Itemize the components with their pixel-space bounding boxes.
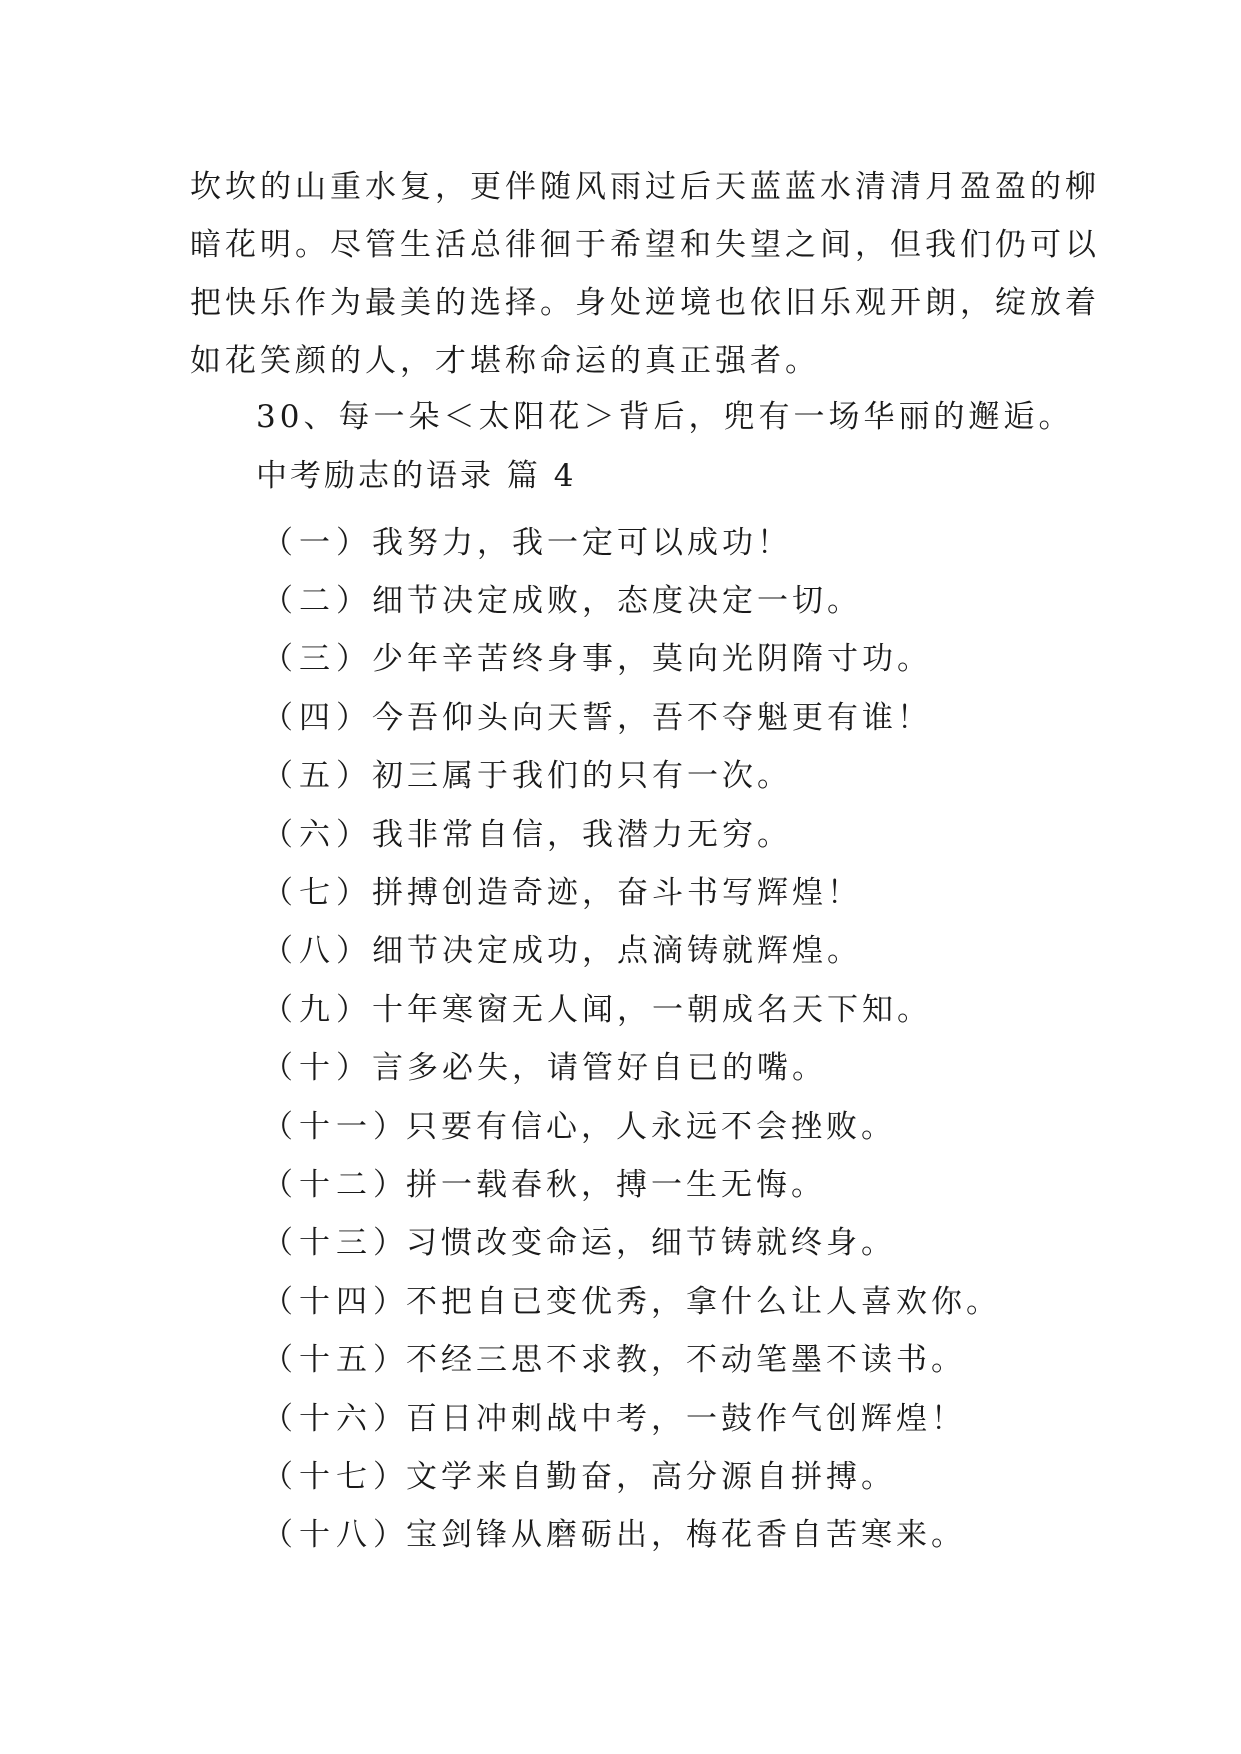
paragraph-line: 坎坎的山重水复，更伴随风雨过后天蓝蓝水清清月盈盈的柳 xyxy=(190,169,1100,205)
paragraph-line: 如花笑颜的人，才堪称命运的真正强者。 xyxy=(190,343,820,379)
paragraph-line: 把快乐作为最美的选择。身处逆境也依旧乐观开朗，绽放着 xyxy=(190,285,1100,321)
item-text: 十年寒窗无人闻，一朝成名天下知。 xyxy=(372,991,932,1028)
item-text: 今吾仰头向天誓，吾不夺魁更有谁！ xyxy=(372,699,932,736)
list-item xyxy=(262,1444,1162,1502)
quote-list xyxy=(262,510,1162,1561)
item-text: 只要有信心，人永远不会挫败。 xyxy=(406,1108,896,1145)
list-item xyxy=(262,1269,1162,1327)
item-number: （五） xyxy=(262,758,373,795)
list-item xyxy=(262,510,1162,568)
item-number: （十八） xyxy=(262,1517,410,1554)
list-item xyxy=(262,685,1162,743)
list-item xyxy=(262,568,1162,626)
item-number: （十五） xyxy=(262,1342,410,1379)
item-text: 百日冲刺战中考，一鼓作气创辉煌！ xyxy=(406,1400,966,1437)
item-text: 不经三思不求教，不动笔墨不读书。 xyxy=(406,1342,966,1379)
list-item xyxy=(262,1327,1162,1385)
list-item xyxy=(262,744,1162,802)
item-number: （三） xyxy=(262,641,373,678)
list-item xyxy=(262,1503,1162,1561)
item-text: 言多必失，请管好自已的嘴。 xyxy=(372,1050,827,1087)
item-number: （一） xyxy=(262,524,373,561)
item-number: （十二） xyxy=(262,1166,410,1203)
list-item xyxy=(262,1211,1162,1269)
item-number: （六） xyxy=(262,816,373,853)
item-number: （二） xyxy=(262,583,373,620)
item-text: 我努力，我一定可以成功！ xyxy=(372,524,792,561)
item-text: 我非常自信，我潜力无穷。 xyxy=(372,816,792,853)
section-heading: 中考励志的语录 篇 4 xyxy=(256,458,577,494)
item-text: 少年辛苦终身事，莫向光阴隋寸功。 xyxy=(372,641,932,678)
item-text: 拼搏创造奇迹，奋斗书写辉煌！ xyxy=(372,875,862,912)
item-number: （十六） xyxy=(262,1400,410,1437)
item-text: 细节决定成败，态度决定一切。 xyxy=(372,583,862,620)
item-number: （四） xyxy=(262,699,373,736)
item-number: （十） xyxy=(262,1050,373,1087)
item-number: （九） xyxy=(262,991,373,1028)
item-text: 初三属于我们的只有一次。 xyxy=(372,758,792,795)
item-number: （十四） xyxy=(262,1283,410,1320)
item-number: （十七） xyxy=(262,1458,410,1495)
item-text: 宝剑锋从磨砺出，梅花香自苦寒来。 xyxy=(406,1517,966,1554)
item-text: 细节决定成功，点滴铸就辉煌。 xyxy=(372,933,862,970)
list-item xyxy=(262,860,1162,918)
list-item xyxy=(262,977,1162,1035)
list-item xyxy=(262,1094,1162,1152)
list-item xyxy=(262,1386,1162,1444)
item-text: 文学来自勤奋，高分源自拼搏。 xyxy=(406,1458,896,1495)
paragraph xyxy=(190,158,1100,390)
item-text: 习惯改变命运，细节铸就终身。 xyxy=(406,1225,896,1262)
list-item xyxy=(262,1036,1162,1094)
list-item xyxy=(262,1152,1162,1210)
item-number: （十三） xyxy=(262,1225,410,1262)
item-text: 不把自已变优秀，拿什么让人喜欢你。 xyxy=(406,1283,1001,1320)
quote-30: 30、每一朵＜太阳花＞背后，兜有一场华丽的邂逅。 xyxy=(256,399,1074,435)
list-item xyxy=(262,919,1162,977)
list-item xyxy=(262,802,1162,860)
list-item xyxy=(262,627,1162,685)
paragraph-line: 暗花明。尽管生活总徘徊于希望和失望之间，但我们仍可以 xyxy=(190,227,1100,263)
item-number: （七） xyxy=(262,875,373,912)
item-number: （八） xyxy=(262,933,373,970)
item-text: 拼一载春秋，搏一生无悔。 xyxy=(406,1166,826,1203)
item-number: （十一） xyxy=(262,1108,410,1145)
